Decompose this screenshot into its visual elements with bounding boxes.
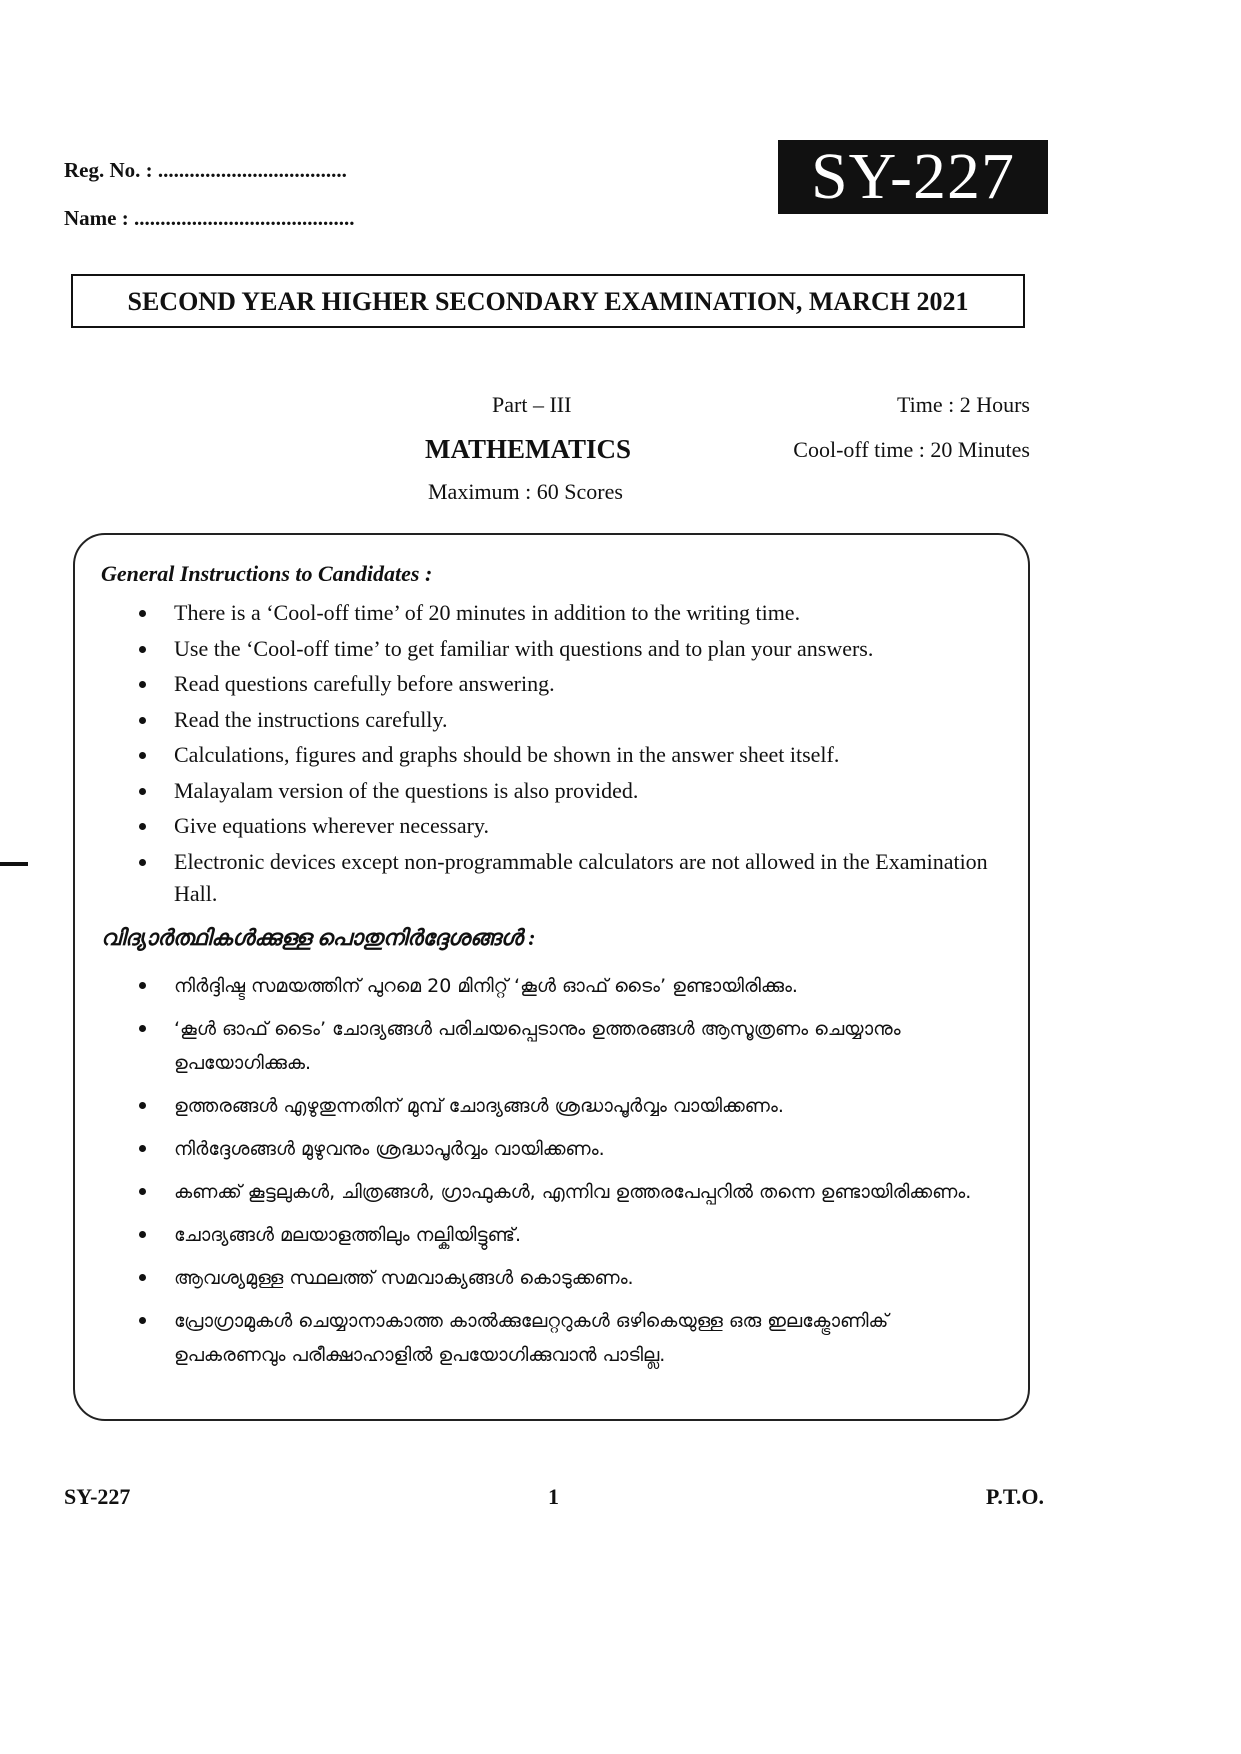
page-number: 1 (548, 1484, 559, 1509)
time-label: Time : 2 Hours (896, 392, 1030, 417)
pto-label: P.T.O. (985, 1484, 1044, 1509)
footer-paper-code: SY-227 (64, 1484, 131, 1509)
instructions-list (130, 597, 1000, 913)
scan-edge-mark (0, 862, 28, 866)
malayalam-instruction-item: ഉത്തരങ്ങൾ എഴുതുന്നതിന് മുമ്പ് ചോദ്യങ്ങൾ ശ്രദ്ധാപൂർവ്വം വായിക്കണം. (130, 1089, 1000, 1123)
exam-title: SECOND YEAR HIGHER SECONDARY EXAMINATION, MARCH 2021 (71, 274, 1025, 328)
malayalam-instruction-item: പ്രോഗ്രാമുകൾ ചെയ്യാനാകാത്ത കാൽക്കുലേറ്ററുകൾ ഒഴികെയുള്ള ഒരു ഇലക്ട്രോണിക് ഉപകരണവും പരീക്ഷാഹാളിൽ ഉപയോഗിക്കുവാൻ പാടില്ല. (130, 1304, 1000, 1372)
paper-code-badge: SY-227 (778, 140, 1048, 214)
malayalam-instruction-item: നിർദ്ദിഷ്ട സമയത്തിന് പുറമെ 20 മിനിറ്റ് ‘കൂൾ ഓഫ് ടൈം’ ഉണ്ടായിരിക്കും. (130, 969, 1000, 1003)
part-label: Part – III (492, 392, 572, 417)
reg-no-field: Reg. No. : .................................... (64, 158, 347, 182)
instruction-item: Read questions carefully before answering. (130, 668, 1000, 700)
instruction-item: Malayalam version of the questions is also provided. (130, 775, 1000, 807)
maximum-score: Maximum : 60 Scores (428, 479, 623, 504)
name-field: Name : .......................................... (64, 206, 355, 230)
malayalam-instruction-item: ‘കൂൾ ഓഫ് ടൈം’ ചോദ്യങ്ങൾ പരിചയപ്പെടാനും ഉത്തരങ്ങൾ ആസൂത്രണം ചെയ്യാനും ഉപയോഗിക്കുക. (130, 1012, 1000, 1080)
malayalam-instruction-item: ചോദ്യങ്ങൾ മലയാളത്തിലും നല്കിയിട്ടുണ്ട്. (130, 1218, 1000, 1252)
subject-title: MATHEMATICS (425, 434, 632, 464)
malayalam-instruction-item: നിർദ്ദേശങ്ങൾ മുഴുവനും ശ്രദ്ധാപൂർവ്വം വായിക്കണം. (130, 1132, 1000, 1166)
instruction-item: Electronic devices except non-programmable calculators are not allowed in the Examination Hall. (130, 846, 1000, 910)
malayalam-instruction-item: ആവശ്യമുള്ള സ്ഥലത്ത് സമവാക്യങ്ങൾ കൊടുക്കണം. (130, 1261, 1000, 1295)
instruction-item: There is a ‘Cool-off time’ of 20 minutes in addition to the writing time. (130, 597, 1000, 629)
cooloff-label: Cool-off time : 20 Minutes (793, 437, 1030, 462)
instruction-item: Calculations, figures and graphs should be shown in the answer sheet itself. (130, 739, 1000, 771)
malayalam-instructions-list (130, 969, 1000, 1381)
instruction-item: Read the instructions carefully. (130, 704, 1000, 736)
instructions-heading: General Instructions to Candidates : (101, 561, 433, 586)
instruction-item: Use the ‘Cool-off time’ to get familiar with questions and to plan your answers. (130, 633, 1000, 665)
instruction-item: Give equations wherever necessary. (130, 810, 1000, 842)
malayalam-instruction-item: കണക്ക് കൂട്ടലുകൾ, ചിത്രങ്ങൾ, ഗ്രാഫുകൾ, എന്നിവ ഉത്തരപേപ്പറിൽ തന്നെ ഉണ്ടായിരിക്കണം. (130, 1175, 1000, 1209)
malayalam-instructions-heading: വിദ്യാർത്ഥികൾക്കുള്ള പൊതുനിർദ്ദേശങ്ങൾ : (101, 925, 536, 950)
